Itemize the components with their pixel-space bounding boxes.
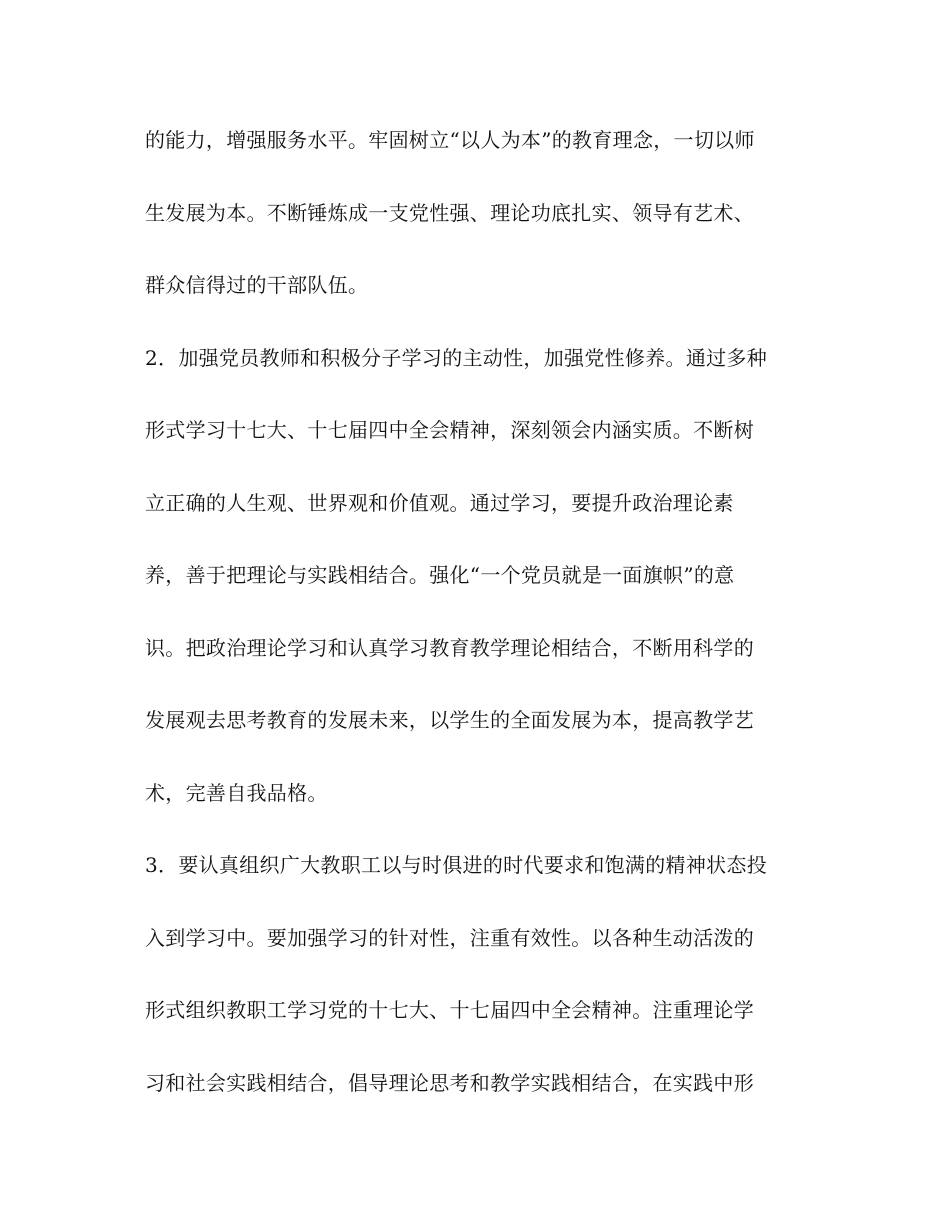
text-line: 立正确的人生观、世界观和价值观。通过学习，要提升政治理论素 [145,490,734,515]
document-body [145,124,845,1139]
text-line: 2．加强党员教师和积极分子学习的主动性，加强党性修养。通过多种 [145,345,768,370]
text-line: 术，完善自我品格。 [145,780,328,805]
text-line: 的能力，增强服务水平。牢固树立“以人为本”的教育理念，一切以师 [145,128,755,152]
text-line: 形式组织教职工学习党的十七大、十七届四中全会精神。注重理论学 [145,998,754,1022]
text-line: 群众信得过的干部队伍。 [145,273,369,297]
text-line: 生发展为本。不断锤炼成一支党性强、理论功底扎实、领导有艺术、 [145,200,754,225]
text-line: 养，善于把理论与实践相结合。强化“一个党员就是一面旗帜”的意 [145,563,735,587]
text-line: 习和社会实践相结合，倡导理论思考和教学实践相结合，在实践中形 [145,1070,754,1095]
text-line: 3．要认真组织广大教职工以与时俱进的时代要求和饱满的精神状态投 [145,853,768,877]
text-line: 发展观去思考教育的发展未来，以学生的全面发展为本，提高教学艺 [145,708,754,732]
text-line: 入到学习中。要加强学习的针对性，注重有效性。以各种生动活泼的 [145,925,754,950]
text-line: 形式学习十七大、十七届四中全会精神，深刻领会内涵实质。不断树 [145,418,754,442]
text-line: 识。把政治理论学习和认真学习教育教学理论相结合，不断用科学的 [145,635,754,660]
